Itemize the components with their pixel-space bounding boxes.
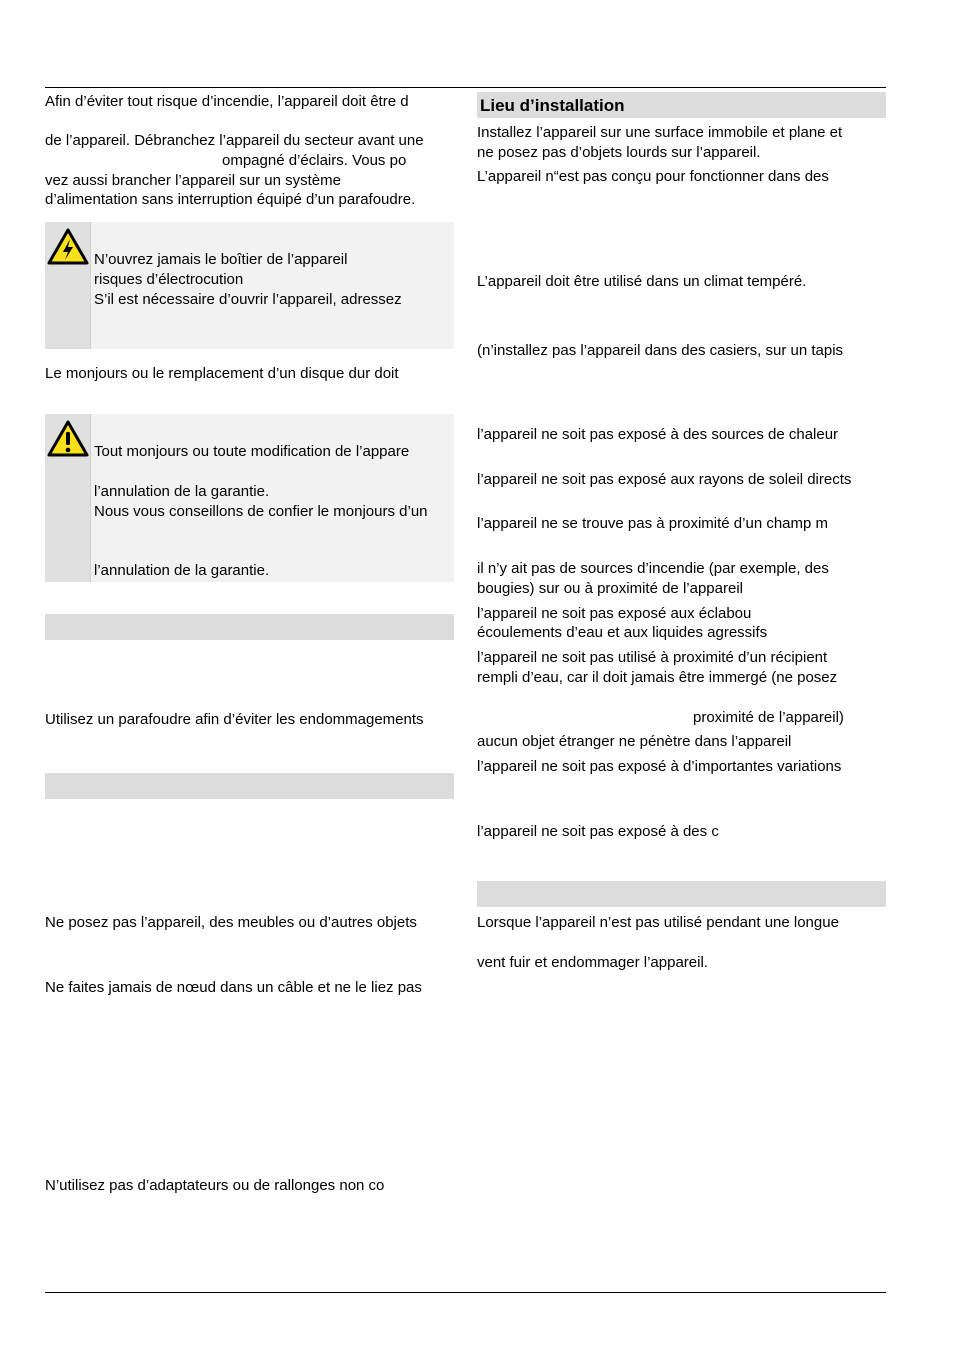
warning2-line-1: Tout monjours ou toute modification de l’appare — [94, 443, 410, 460]
right-line-13: l’appareil ne soit pas utilisé à proximité d’un récipient — [477, 649, 828, 666]
warning-box-caution — [45, 414, 454, 582]
right-line-4: L’appareil doit être utilisé dans un climat tempéré. — [477, 273, 807, 290]
right-line-17: l’appareil ne soit pas exposé à d’importantes variations — [477, 758, 842, 775]
right-line-1: Installez l’appareil sur une surface immobile et plane et — [477, 124, 843, 141]
left-p6: N’utilisez pas d’adaptateurs ou de rallonges non co — [45, 1177, 385, 1194]
warning1-line-2: risques d’électrocution — [94, 271, 244, 288]
warning2-line-2: l’annulation de la garantie. — [94, 483, 270, 500]
warning1-line-3: S’il est nécessaire d’ouvrir l’appareil, adressez — [94, 291, 402, 308]
left-p5: Ne faites jamais de nœud dans un câble et ne le liez pas — [45, 979, 422, 996]
left-p2: Le monjours ou le remplacement d’un disque dur doit — [45, 365, 399, 382]
right-line-11: l’appareil ne soit pas exposé aux éclabou — [477, 605, 752, 622]
warning2-line-4: l’annulation de la garantie. — [94, 562, 270, 579]
high-voltage-icon — [46, 227, 90, 267]
right-line-5: (n’installez pas l’appareil dans des casiers, sur un tapis — [477, 342, 844, 359]
section-heading-bar-installation — [477, 92, 886, 118]
section-heading-bar — [45, 614, 454, 640]
right-line-14: rempli d’eau, car il doit jamais être immergé (ne posez — [477, 669, 838, 686]
left-p4: Ne posez pas l’appareil, des meubles ou d’autres objets — [45, 914, 417, 931]
right-bottom-line-2: vent fuir et endommager l’appareil. — [477, 954, 708, 971]
section-heading-bar — [45, 773, 454, 799]
header-rule — [45, 87, 886, 88]
right-line-9: il n’y ait pas de sources d’incendie (par exemple, des — [477, 560, 829, 577]
footer-rule — [45, 1292, 886, 1293]
right-line-12: écoulements d’eau et aux liquides agressifs — [477, 624, 768, 641]
warning1-line-1: N’ouvrez jamais le boîtier de l’appareil — [94, 251, 348, 268]
left-p1-line-1: Afin d’éviter tout risque d’incendie, l’appareil doit être d — [45, 93, 409, 110]
left-p1-line-4: vez aussi brancher l’appareil sur un système — [45, 172, 341, 189]
right-line-10: bougies) sur ou à proximité de l’appareil — [477, 580, 743, 597]
right-line-3: L’appareil n“est pas conçu pour fonctionner dans des — [477, 168, 829, 185]
right-line-2: ne posez pas d’objets lourds sur l’appareil. — [477, 144, 761, 161]
right-line-7: l’appareil ne soit pas exposé aux rayons de soleil directs — [477, 471, 852, 488]
right-line-16: aucun objet étranger ne pénètre dans l’appareil — [477, 733, 792, 750]
right-line-18: l’appareil ne soit pas exposé à des c — [477, 823, 719, 840]
section-heading-bar — [477, 881, 886, 907]
warning2-line-3: Nous vous conseillons de confier le monjours d’un — [94, 503, 428, 520]
section-heading: Lieu d’installation — [480, 96, 625, 115]
left-p1-line-3: ompagné d’éclairs. Vous po — [222, 152, 407, 169]
right-line-6: l’appareil ne soit pas exposé à des sources de chaleur — [477, 426, 839, 443]
left-p1-line-2: de l’appareil. Débranchez l’appareil du secteur avant une — [45, 132, 424, 149]
right-bottom-line-1: Lorsque l’appareil n’est pas utilisé pendant une longue — [477, 914, 839, 931]
left-p1-line-5: d’alimentation sans interruption équipé d’un parafoudre. — [45, 191, 416, 208]
right-line-8: l’appareil ne se trouve pas à proximité d’un champ m — [477, 515, 829, 532]
exclamation-warning-icon — [46, 419, 90, 459]
warning-box-electric — [45, 222, 454, 349]
right-line-15: proximité de l’appareil) — [693, 709, 844, 726]
left-p3: Utilisez un parafoudre afin d’éviter les endommagements — [45, 711, 424, 728]
